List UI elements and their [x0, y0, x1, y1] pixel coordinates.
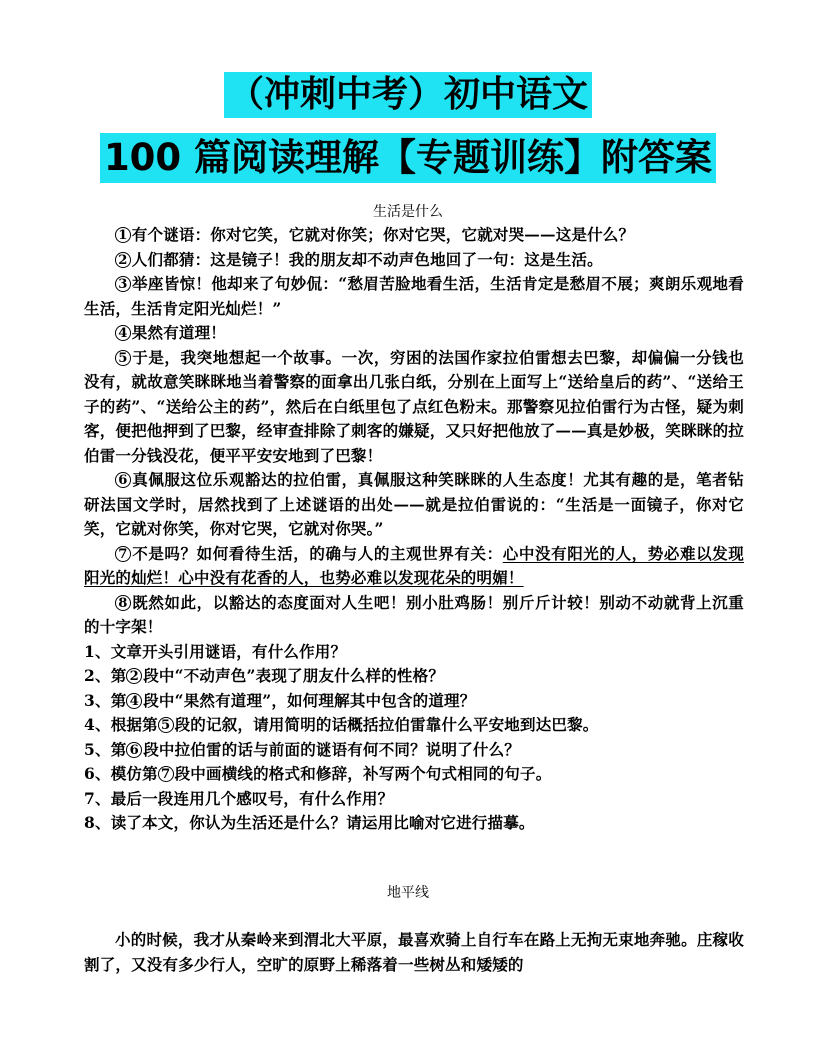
- paragraph-ref-number: 4: [126, 693, 142, 709]
- question-1: [84, 640, 744, 665]
- question-text-after: 段的记叙，请用简明的话概括拉伯雷靠什么平安地到达巴黎。: [174, 715, 599, 734]
- article-1-heading: 生活是什么: [373, 204, 443, 220]
- paragraph-1: 小的时候，我才从秦岭来到渭北大平原，最喜欢骑上自行车在路上无拘无束地奔驰。庄稼收割了，又没有多少行人，空旷的原野上稀落着一些树丛和矮矮的: [84, 930, 744, 974]
- question-8: [84, 811, 744, 836]
- paragraph-text: 有个谜语：你对它笑，它就对你笑；你对它哭，它就对哭——这是什么？: [131, 225, 635, 244]
- paragraph-number: 1: [115, 227, 131, 243]
- paragraph-number: 6: [115, 472, 131, 488]
- question-6: [84, 762, 744, 787]
- paragraph-8: [84, 591, 744, 640]
- paragraph-ref-number: 6: [126, 742, 142, 758]
- paragraph-number: 8: [115, 595, 131, 611]
- question-text: 最后一段连用几个感叹号，有什么作用？: [110, 788, 394, 808]
- title-highlight-2: 100 篇阅读理解【专题训练】附答案: [100, 133, 716, 183]
- question-4: [84, 713, 744, 738]
- question-prefix: 7、: [84, 788, 111, 808]
- paragraph-number: 5: [115, 350, 131, 366]
- article-2-heading: 地平线: [387, 885, 429, 901]
- question-text-before: 第: [110, 690, 127, 710]
- title-highlight-1: （冲刺中考）初中语文: [224, 72, 592, 118]
- question-text-after: 段中“果然有道理”，如何理解其中包含的道理？: [143, 690, 476, 710]
- article-2-body: [84, 928, 744, 977]
- paragraph-text: 于是，我突地想起一个故事。一次，穷困的法国作家拉伯雷想去巴黎，却偏偏一分钱也没有，就故意笑眯眯地当着警察的面拿出几张白纸，分别在上面写上“送给皇后的药”、“送给王子的药”、“送给公主的药”，然后在白纸里包了点红色粉末。那警察见拉伯雷行为古怪，疑为刺客，便把他押到了巴黎，经审查排除了刺客的嫌疑，又只好把他放了——真是妙极，笑眯眯的拉伯雷一分钱没花，便平平安安地到了巴黎！: [84, 347, 744, 465]
- paragraph-text: 人们都猜：这是镜子！我的朋友却不动声色地回了一句：这是生活。: [131, 249, 603, 269]
- title-line-2: [0, 133, 816, 183]
- question-prefix: 3、: [84, 690, 111, 710]
- paragraph-ref-number: 2: [126, 668, 142, 684]
- question-prefix: 6、: [84, 764, 111, 783]
- question-2: [84, 664, 744, 689]
- question-text-after: 段中拉伯雷的话与前面的谜语有何不同？说明了什么？: [143, 739, 520, 759]
- question-3: [84, 689, 744, 714]
- question-text: 读了本文，你认为生活还是什么？请运用比喻对它进行描摹。: [110, 813, 535, 832]
- question-text-after: 段中“不动声色”表现了朋友什么样的性格？: [143, 666, 445, 685]
- paragraph-5: [84, 346, 744, 469]
- question-prefix: 4、: [84, 715, 111, 734]
- paragraph-number: 4: [115, 325, 131, 341]
- paragraph-6: [84, 468, 744, 542]
- paragraph-number: 7: [115, 546, 131, 562]
- paragraph-text: 真佩服这位乐观豁达的拉伯雷，真佩服这种笑眯眯的人生态度！尤其有趣的是，笔者钻研法国文学时，居然找到了上述谜语的出处——就是拉伯雷说的：“生活是一面镜子，你对它笑，它就对你笑，你对它哭，它就对你哭。”: [84, 470, 744, 538]
- question-text-before: 第: [110, 739, 127, 759]
- title-line-1: [0, 72, 816, 118]
- question-text-after: 段中画横线的格式和修辞，补写两个句式相同的句子。: [174, 764, 552, 783]
- question-prefix: 8、: [84, 813, 111, 832]
- question-prefix: 2、: [84, 666, 111, 685]
- question-text-before: 第: [110, 666, 127, 685]
- article-1-body: [84, 223, 744, 836]
- question-5: [84, 738, 744, 763]
- question-text-before: 根据第: [110, 715, 158, 734]
- paragraph-text: 果然有道理！: [131, 323, 226, 342]
- paragraph-1: [84, 223, 744, 248]
- question-prefix: 5、: [84, 739, 111, 759]
- underlined-sentence: 心中没有阳光的人，势必难以发现阳光的灿烂！心中没有花香的人，也势必难以发现花朵的明媚！: [84, 543, 744, 587]
- question-7: [84, 787, 744, 812]
- paragraph-text: 既然如此，以豁达的态度面对人生吧！别小肚鸡肠！别斤斤计较！别动不动就背上沉重的十字架！: [84, 592, 744, 636]
- paragraph-3: [84, 272, 744, 321]
- paragraph-number: 3: [115, 276, 131, 292]
- paragraph-text: 举座皆惊！他却来了句妙侃：“愁眉苦脸地看生活，生活肯定是愁眉不展；爽朗乐观地看生活，生活肯定阳光灿烂！”: [84, 274, 744, 318]
- question-text: 文章开头引用谜语，有什么作用？: [110, 641, 347, 661]
- paragraph-4: [84, 321, 744, 346]
- paragraph-ref-number: 5: [158, 717, 174, 733]
- question-text-before: 模仿第: [110, 764, 158, 783]
- paragraph-text: 不是吗？如何看待生活，的确与人的主观世界有关：: [131, 543, 503, 563]
- question-prefix: 1、: [84, 641, 111, 661]
- paragraph-ref-number: 7: [158, 766, 174, 782]
- paragraph-7: [84, 542, 744, 591]
- paragraph-number: 2: [115, 252, 131, 268]
- paragraph-2: [84, 248, 744, 273]
